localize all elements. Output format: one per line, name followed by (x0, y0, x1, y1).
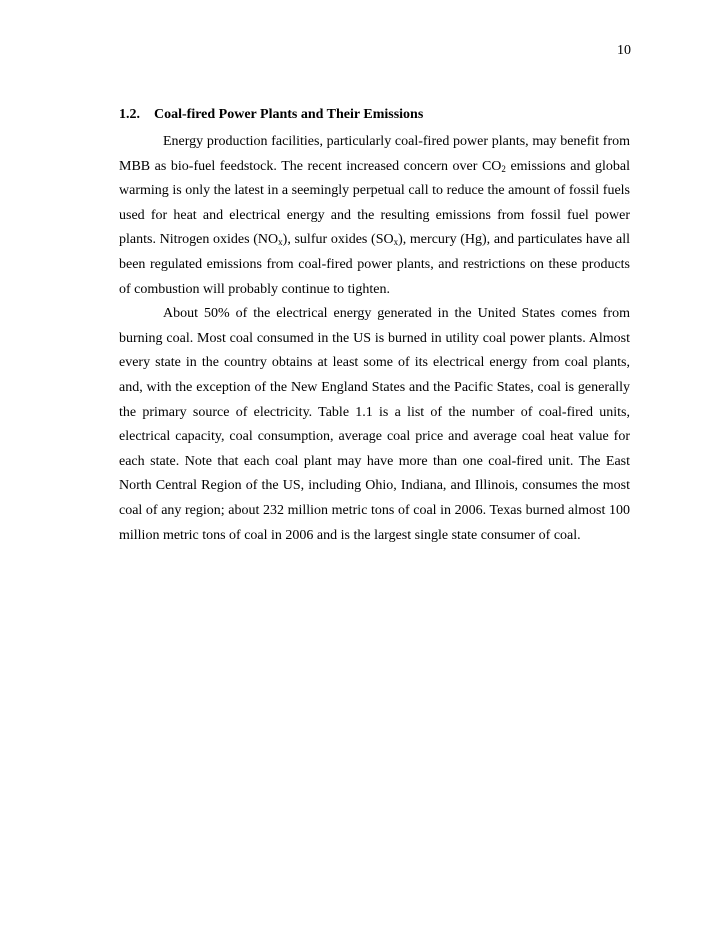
paragraph-text: ), mercury (Hg), and particulates have all been regulated emissions from coal-fired power plants, and restrictions on these products of combustion will probably continue to tighten. (119, 232, 630, 297)
subscript: x (393, 237, 399, 248)
section-heading (119, 106, 630, 124)
paragraph-text: ), sulfur oxides (SO (282, 232, 394, 248)
paragraph-emissions (119, 130, 630, 302)
page-body (119, 106, 630, 548)
section-title: Coal-fired Power Plants and Their Emissions (154, 107, 424, 122)
section-number: 1.2. (119, 107, 140, 122)
page-number: 10 (617, 43, 631, 58)
paragraph-text: Energy production facilities, particularly coal-fired power plants, may benefit from MBB as bio-fuel feedstock. The recent increased concern over CO (119, 134, 630, 174)
paragraph-text: emissions and global warming is only the latest in a seemingly perpetual call to reduce the amount of fossil fuels used for heat and electrical energy and the resulting emissions from fossil fuel power plants. Nitrogen oxides (NO (119, 158, 630, 248)
paragraph-coal-usage: About 50% of the electrical energy generated in the United States comes from burning coal. Most coal consumed in the US is burned in utility coal power plants. Almost every state in the country obtains at least some of its electrical energy from coal plants, and, with the exception of the New England States and the Pacific States, coal is generally the primary source of electricity. Table 1.1 is a list of the number of coal-fired units, electrical capacity, coal consumption, average coal price and average coal heat value for each state. Note that each coal plant may have more than one coal-fired unit. The East North Central Region of the US, including Ohio, Indiana, and Illinois, consumes the most coal of any region; about 232 million metric tons of coal in 2006. Texas burned almost 100 million metric tons of coal in 2006 and is the largest single state consumer of coal. (119, 306, 630, 543)
subscript: 2 (501, 163, 506, 174)
subscript: x (278, 237, 283, 248)
